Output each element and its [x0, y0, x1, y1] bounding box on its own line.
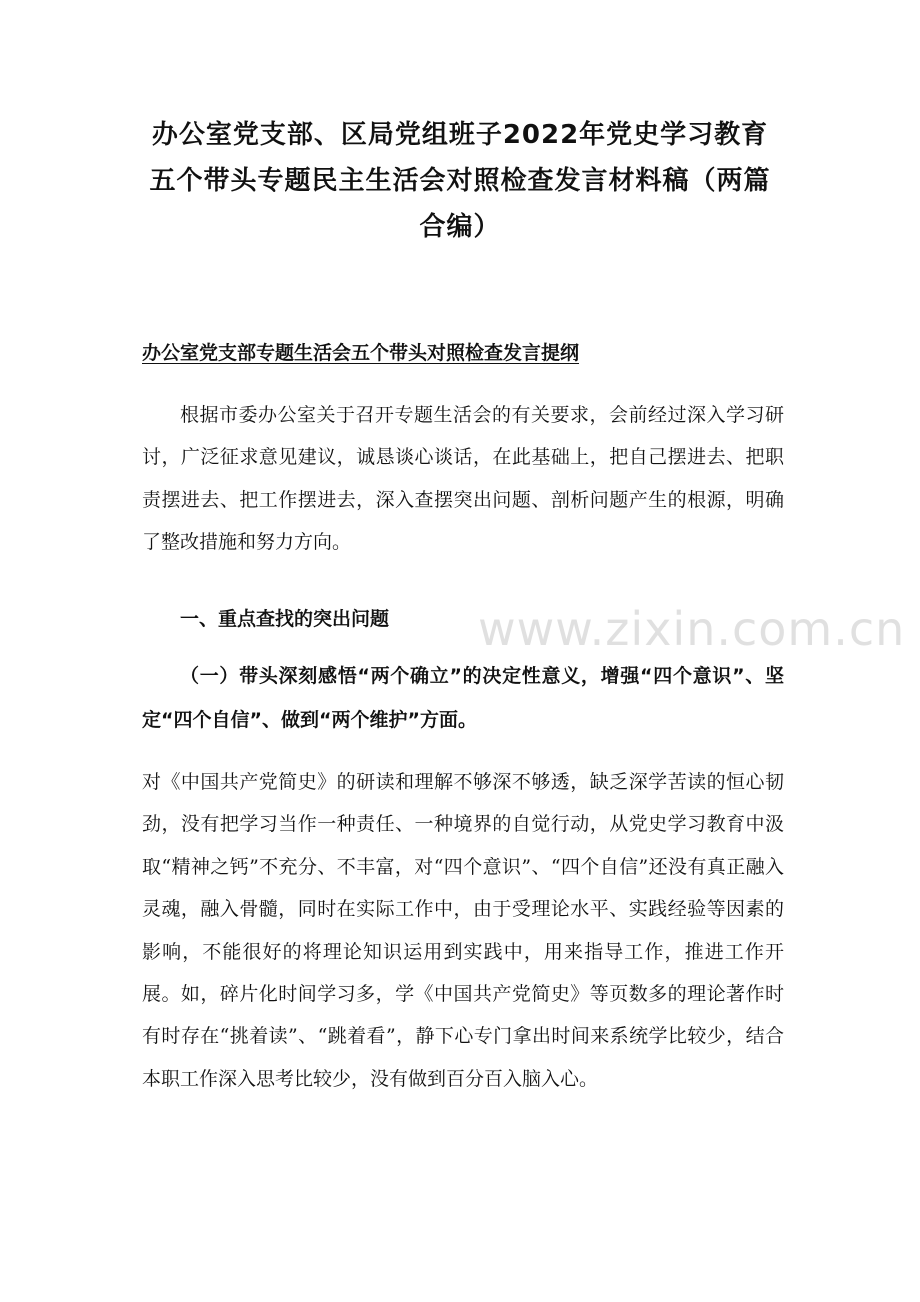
title-line-1: 办公室党支部、区局党组班子2022年党史学习教育	[151, 120, 769, 150]
intro-paragraph: 根据市委办公室关于召开专题生活会的有关要求，会前经过深入学习研讨，广泛征求意见建议，诚恳谈心谈话，在此基础上，把自己摆进去、把职责摆进去、把工作摆进去，深入查摆突出问题、剖析问题产生的根源，明确了整改措施和努力方向。	[142, 404, 784, 554]
title-line-3: 合编）	[419, 212, 501, 242]
title-line-2: 五个带头专题民主生活会对照检查发言材料稿（两篇	[149, 166, 771, 196]
body-paragraph: 对《中国共产党简史》的研读和理解不够深不够透，缺乏深学苦读的恒心韧劲，没有把学习当作一种责任、一种境界的自觉行动，从党史学习教育中汲取“精神之钙”不充分、不丰富，对“四个意识”、“四个自信”还没有真正融入灵魂，融入骨髓，同时在实际工作中，由于受理论水平、实践经验等因素的影响，不能很好的将理论知识运用到实践中，用来指导工作，推进工作开展。如，碎片化时间学习多，学《中国共产党简史》等页数多的理论著作时有时存在“挑着读”、“跳着看”，静下心专门拿出时间来系统学比较少，结合本职工作深入思考比较少，没有做到百分百入脑入心。	[142, 771, 784, 1090]
sub-heading-one: （一）带头深刻感悟“两个确立”的决定性意义，增强“四个意识”、坚定“四个自信”、做到“两个维护”方面。	[142, 665, 784, 731]
watermark: www.zixin.com.cn	[478, 602, 906, 656]
heading-one: 一、重点查找的突出问题	[180, 608, 390, 630]
section-heading: 办公室党支部专题生活会五个带头对照检查发言提纲	[142, 342, 580, 364]
document-title	[110, 112, 810, 250]
